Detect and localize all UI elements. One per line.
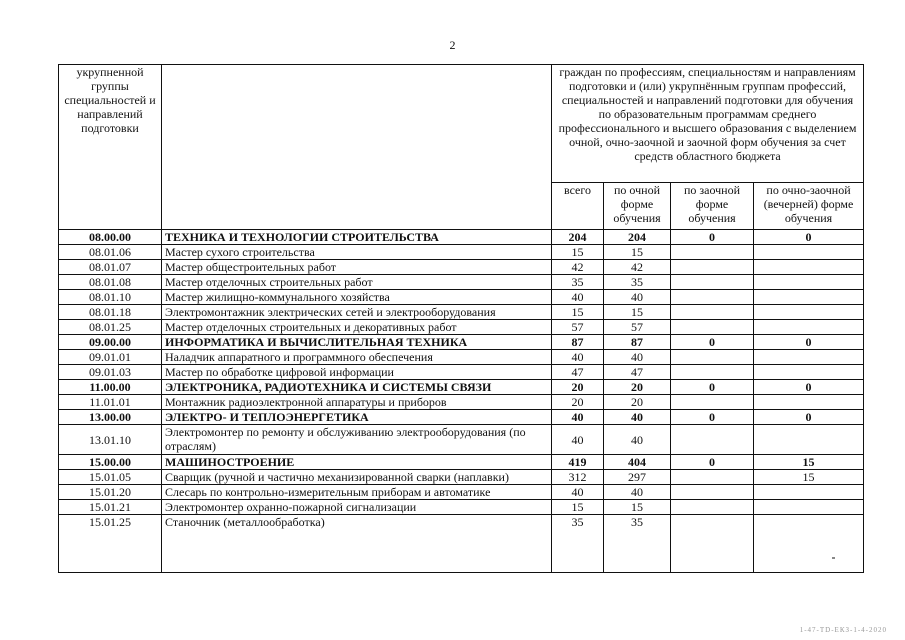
name-cell: Слесарь по контрольно-измерительным приборам и автоматике bbox=[162, 485, 552, 500]
extramural-cell bbox=[671, 500, 754, 515]
total-cell: 15 bbox=[552, 500, 604, 515]
table-row bbox=[59, 395, 864, 410]
table-row bbox=[59, 275, 864, 290]
admission-table bbox=[58, 64, 864, 573]
total-cell: 15 bbox=[552, 245, 604, 260]
extramural-cell: 0 bbox=[671, 230, 754, 245]
code-cell: 08.01.25 bbox=[59, 320, 162, 335]
extramural-cell bbox=[671, 275, 754, 290]
total-cell: 87 bbox=[552, 335, 604, 350]
evening-cell bbox=[754, 365, 864, 380]
evening-cell bbox=[754, 485, 864, 500]
code-cell: 08.01.18 bbox=[59, 305, 162, 320]
extramural-cell bbox=[671, 350, 754, 365]
code-cell: 09.00.00 bbox=[59, 335, 162, 350]
name-cell: Электромонтажник электрических сетей и электрооборудования bbox=[162, 305, 552, 320]
evening-cell: 15 bbox=[754, 470, 864, 485]
name-cell: Мастер сухого строительства bbox=[162, 245, 552, 260]
full-time-cell: 57 bbox=[604, 320, 671, 335]
name-cell: МАШИНОСТРОЕНИЕ bbox=[162, 455, 552, 470]
full-time-cell: 204 bbox=[604, 230, 671, 245]
full-time-cell: 15 bbox=[604, 500, 671, 515]
total-cell: 40 bbox=[552, 485, 604, 500]
extramural-cell: 0 bbox=[671, 380, 754, 395]
evening-cell bbox=[754, 500, 864, 515]
code-cell: 11.00.00 bbox=[59, 380, 162, 395]
extramural-cell bbox=[671, 425, 754, 455]
total-cell: 20 bbox=[552, 380, 604, 395]
evening-cell bbox=[754, 515, 864, 573]
full-time-cell: 297 bbox=[604, 470, 671, 485]
full-time-cell: 40 bbox=[604, 350, 671, 365]
name-cell: Наладчик аппаратного и программного обеспечения bbox=[162, 350, 552, 365]
header-evening: по очно-заочной (вечерней) форме обучения bbox=[754, 183, 864, 230]
full-time-cell: 47 bbox=[604, 365, 671, 380]
evening-cell bbox=[754, 320, 864, 335]
header-total: всего bbox=[552, 183, 604, 230]
code-cell: 08.01.07 bbox=[59, 260, 162, 275]
code-cell: 08.00.00 bbox=[59, 230, 162, 245]
group-row bbox=[59, 230, 864, 245]
code-cell: 15.01.20 bbox=[59, 485, 162, 500]
header-group-title: граждан по профессиям, специальностям и направлениям подготовки и (или) укрупнённым группам профессий, специальностей и направлений подготовки для обучения по образовательным программам среднего профессионального и высшего образования с выделением очной, очно-заочной и заочной форм обучения за счет средств областного бюджета bbox=[552, 65, 864, 183]
code-cell: 15.01.21 bbox=[59, 500, 162, 515]
table-row bbox=[59, 425, 864, 455]
total-cell: 204 bbox=[552, 230, 604, 245]
evening-cell bbox=[754, 350, 864, 365]
group-row bbox=[59, 380, 864, 395]
full-time-cell: 35 bbox=[604, 275, 671, 290]
code-cell: 08.01.06 bbox=[59, 245, 162, 260]
total-cell: 35 bbox=[552, 515, 604, 573]
full-time-cell: 40 bbox=[604, 485, 671, 500]
header-code-cell: укрупненной группы специальностей и направлений подготовки bbox=[59, 65, 162, 230]
full-time-cell: 87 bbox=[604, 335, 671, 350]
name-cell: ТЕХНИКА И ТЕХНОЛОГИИ СТРОИТЕЛЬСТВА bbox=[162, 230, 552, 245]
full-time-cell: 35 bbox=[604, 515, 671, 573]
extramural-cell bbox=[671, 365, 754, 380]
name-cell: Монтажник радиоэлектронной аппаратуры и приборов bbox=[162, 395, 552, 410]
evening-cell bbox=[754, 425, 864, 455]
code-cell: 15.01.05 bbox=[59, 470, 162, 485]
code-cell: 08.01.08 bbox=[59, 275, 162, 290]
code-cell: 15.00.00 bbox=[59, 455, 162, 470]
table-row bbox=[59, 290, 864, 305]
header-row-top bbox=[59, 65, 864, 183]
table-row bbox=[59, 320, 864, 335]
page-number: 2 bbox=[449, 38, 456, 52]
table-row bbox=[59, 365, 864, 380]
total-cell: 35 bbox=[552, 275, 604, 290]
name-cell: Мастер общестроительных работ bbox=[162, 260, 552, 275]
total-cell: 57 bbox=[552, 320, 604, 335]
header-extramural: по заочной форме обучения bbox=[671, 183, 754, 230]
evening-cell bbox=[754, 245, 864, 260]
code-cell: 11.01.01 bbox=[59, 395, 162, 410]
evening-cell: 0 bbox=[754, 230, 864, 245]
evening-cell bbox=[754, 260, 864, 275]
table-row bbox=[59, 305, 864, 320]
scan-dot bbox=[832, 557, 835, 559]
total-cell: 40 bbox=[552, 290, 604, 305]
name-cell: ИНФОРМАТИКА И ВЫЧИСЛИТЕЛЬНАЯ ТЕХНИКА bbox=[162, 335, 552, 350]
table-row bbox=[59, 500, 864, 515]
evening-cell: 0 bbox=[754, 380, 864, 395]
evening-cell bbox=[754, 395, 864, 410]
name-cell: Мастер жилищно-коммунального хозяйства bbox=[162, 290, 552, 305]
extramural-cell bbox=[671, 305, 754, 320]
code-cell: 08.01.10 bbox=[59, 290, 162, 305]
total-cell: 15 bbox=[552, 305, 604, 320]
full-time-cell: 42 bbox=[604, 260, 671, 275]
full-time-cell: 15 bbox=[604, 245, 671, 260]
total-cell: 419 bbox=[552, 455, 604, 470]
extramural-cell bbox=[671, 260, 754, 275]
name-cell: ЭЛЕКТРОНИКА, РАДИОТЕХНИКА И СИСТЕМЫ СВЯЗИ bbox=[162, 380, 552, 395]
table-row bbox=[59, 470, 864, 485]
name-cell: Мастер отделочных строительных и декоративных работ bbox=[162, 320, 552, 335]
full-time-cell: 40 bbox=[604, 425, 671, 455]
header-full-time: по очной форме обучения bbox=[604, 183, 671, 230]
footer-mark: 1-47-TD-ЕКЗ-1-4-2020 bbox=[799, 626, 887, 634]
total-cell: 42 bbox=[552, 260, 604, 275]
name-cell: Электромонтер охранно-пожарной сигнализации bbox=[162, 500, 552, 515]
full-time-cell: 20 bbox=[604, 395, 671, 410]
evening-cell: 0 bbox=[754, 335, 864, 350]
total-cell: 40 bbox=[552, 350, 604, 365]
evening-cell bbox=[754, 290, 864, 305]
name-cell: Мастер по обработке цифровой информации bbox=[162, 365, 552, 380]
total-cell: 40 bbox=[552, 425, 604, 455]
extramural-cell: 0 bbox=[671, 455, 754, 470]
total-cell: 312 bbox=[552, 470, 604, 485]
total-cell: 40 bbox=[552, 410, 604, 425]
group-row bbox=[59, 410, 864, 425]
code-cell: 13.01.10 bbox=[59, 425, 162, 455]
table-row bbox=[59, 350, 864, 365]
code-cell: 09.01.03 bbox=[59, 365, 162, 380]
full-time-cell: 404 bbox=[604, 455, 671, 470]
code-cell: 09.01.01 bbox=[59, 350, 162, 365]
extramural-cell bbox=[671, 395, 754, 410]
name-cell: ЭЛЕКТРО- И ТЕПЛОЭНЕРГЕТИКА bbox=[162, 410, 552, 425]
evening-cell: 15 bbox=[754, 455, 864, 470]
extramural-cell: 0 bbox=[671, 335, 754, 350]
name-cell: Сварщик (ручной и частично механизированной сварки (наплавки) bbox=[162, 470, 552, 485]
extramural-cell bbox=[671, 485, 754, 500]
extramural-cell bbox=[671, 515, 754, 573]
full-time-cell: 40 bbox=[604, 290, 671, 305]
extramural-cell bbox=[671, 320, 754, 335]
full-time-cell: 20 bbox=[604, 380, 671, 395]
total-cell: 20 bbox=[552, 395, 604, 410]
name-cell: Электромонтер по ремонту и обслуживанию электрооборудования (по отраслям) bbox=[162, 425, 552, 455]
total-cell: 47 bbox=[552, 365, 604, 380]
extramural-cell bbox=[671, 470, 754, 485]
extramural-cell: 0 bbox=[671, 410, 754, 425]
table-row bbox=[59, 260, 864, 275]
code-cell: 15.01.25 bbox=[59, 515, 162, 573]
name-cell: Станочник (металлообработка) bbox=[162, 515, 552, 573]
extramural-cell bbox=[671, 290, 754, 305]
group-row bbox=[59, 335, 864, 350]
table-row bbox=[59, 515, 864, 573]
table-row bbox=[59, 245, 864, 260]
evening-cell bbox=[754, 275, 864, 290]
code-cell: 13.00.00 bbox=[59, 410, 162, 425]
table-row bbox=[59, 485, 864, 500]
evening-cell: 0 bbox=[754, 410, 864, 425]
name-cell: Мастер отделочных строительных работ bbox=[162, 275, 552, 290]
group-row bbox=[59, 455, 864, 470]
header-name-cell bbox=[162, 65, 552, 230]
extramural-cell bbox=[671, 245, 754, 260]
full-time-cell: 15 bbox=[604, 305, 671, 320]
full-time-cell: 40 bbox=[604, 410, 671, 425]
evening-cell bbox=[754, 305, 864, 320]
